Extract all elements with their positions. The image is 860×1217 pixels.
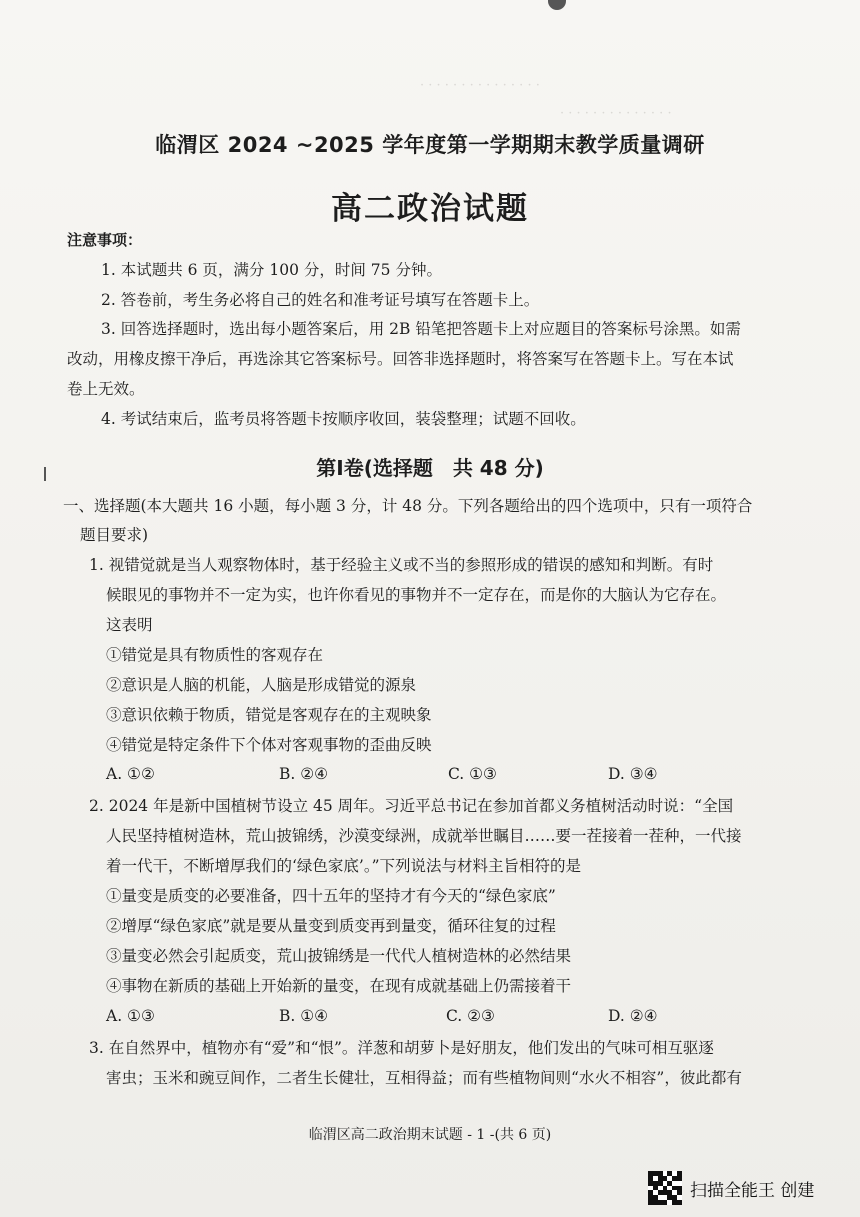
option-b: B. ①④: [279, 1007, 329, 1025]
section-title: 第Ⅰ卷(选择题 共 48 分): [316, 456, 544, 480]
notice-item-2: 2. 答卷前，考生务必将自己的姓名和准考证号填写在答题卡上。: [101, 291, 540, 309]
notice-item-4: 4. 考试结束后，监考员将答题卡按顺序收回，装袋整理；试题不回收。: [101, 410, 586, 428]
option-d: D. ②④: [608, 1007, 658, 1025]
option-a: A. ①③: [106, 1007, 155, 1025]
question-2-line-3: 着一代干，不断增厚我们的‘绿色家底’。”下列说法与材料主旨相符的是: [106, 857, 582, 875]
page-footer: 临渭区高二政治期末试题 - 1 -(共 6 页): [308, 1127, 552, 1143]
notice-item-3-line-1: 3. 回答选择题时，选出每小题答案后，用 2B 铅笔把答题卡上对应题目的答案标号涂黑。如需: [101, 320, 741, 338]
option-c: C. ②③: [446, 1007, 495, 1025]
bleed-through-text: · · · · · · · · · · · · · · ·: [420, 78, 540, 93]
option-c: C. ①③: [448, 765, 497, 783]
notice-item-3-line-2: 改动，用橡皮擦干净后，再选涂其它答案标号。回答非选择题时，将答案写在答题卡上。写在本试: [67, 350, 734, 368]
question-2-statement-2: ②增厚“绿色家底”就是要从量变到质变再到量变，循环往复的过程: [106, 917, 556, 935]
exam-subject-title: 高二政治试题: [331, 191, 529, 227]
exam-title: 临渭区 2024 ~2025 学年度第一学期期末教学质量调研: [155, 133, 705, 157]
question-2-statement-1: ①量变是质变的必要准备，四十五年的坚持才有今天的“绿色家底”: [106, 887, 556, 905]
notice-heading: 注意事项：: [67, 231, 143, 249]
question-3-line-2: 害虫；玉米和豌豆间作，二者生长健壮，互相得益；而有些植物间则“水火不相容”，彼此都有: [106, 1069, 742, 1087]
question-1-statement-1: ①错觉是具有物质性的客观存在: [106, 646, 324, 664]
question-1-statement-4: ④错觉是特定条件下个体对客观事物的歪曲反映: [106, 736, 432, 754]
question-3-line-1: 3. 在自然界中，植物亦有“爱”和“恨”。洋葱和胡萝卜是好朋友，他们发出的气味可相互驱逐: [89, 1039, 714, 1057]
instruction-line-2: 题目要求): [80, 526, 149, 544]
scanner-app-label: 扫描全能王 创建: [690, 1180, 815, 1201]
question-1-line-3: 这表明: [106, 616, 153, 634]
option-a: A. ①②: [106, 765, 155, 783]
question-1-line-2: 候眼见的事物并不一定为实，也许你看见的事物并不一定存在，而是你的大脑认为它存在。: [106, 586, 727, 604]
question-1-options: [106, 765, 746, 787]
scanner-watermark: [648, 1170, 814, 1206]
bleed-through-text: · · · · · · · · · · · · · ·: [560, 106, 672, 121]
option-d: D. ③④: [608, 765, 658, 783]
binder-hole-mark: [548, 0, 566, 10]
question-2-line-2: 人民坚持植树造林，荒山披锦绣，沙漠变绿洲，成就举世瞩目……要一茬接着一茬种，一代接: [106, 827, 742, 845]
question-2-statement-4: ④事物在新质的基础上开始新的量变，在现有成就基础上仍需接着干: [106, 977, 572, 995]
question-1-statement-2: ②意识是人脑的机能，人脑是形成错觉的源泉: [106, 676, 417, 694]
qr-code-icon: [648, 1171, 682, 1205]
question-1-statement-3: ③意识依赖于物质，错觉是客观存在的主观映象: [106, 706, 432, 724]
notice-item-1: 1. 本试题共 6 页，满分 100 分，时间 75 分钟。: [101, 261, 442, 279]
question-2-options: [106, 1007, 746, 1029]
question-1-line-1: 1. 视错觉就是当人观察物体时，基于经验主义或不当的参照形成的错误的感知和判断。有时: [89, 556, 714, 574]
question-2-statement-3: ③量变必然会引起质变，荒山披锦绣是一代代人植树造林的必然结果: [106, 947, 572, 965]
instruction-line-1: 一、选择题(本大题共 16 小题，每小题 3 分，计 48 分。下列各题给出的四个选项中，只有一项符合: [63, 497, 753, 515]
question-2-line-1: 2. 2024 年是新中国植树节设立 45 周年。习近平总书记在参加首都义务植树活动时说：“全国: [89, 797, 734, 815]
notice-item-3-line-3: 卷上无效。: [67, 380, 145, 398]
option-b: B. ②④: [279, 765, 329, 783]
